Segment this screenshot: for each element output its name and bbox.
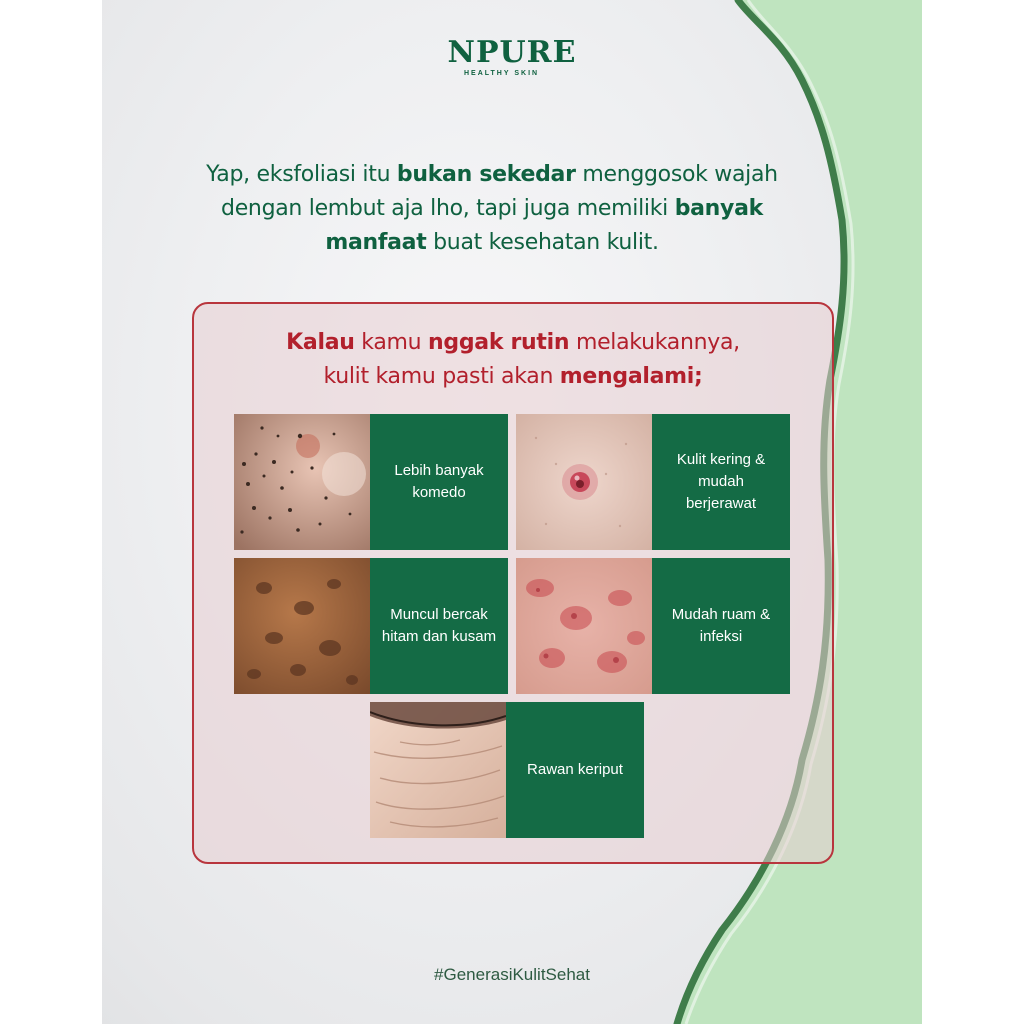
panel-heading-line-1 [194, 326, 832, 360]
brand-name: NPURE [447, 35, 577, 70]
skin-effect-card [370, 702, 644, 838]
panel-heading-line-2-part-1: kulit kamu pasti akan [323, 364, 560, 389]
panel-heading-line-2-part-2: mengalami; [559, 364, 703, 389]
panel-heading-line-1-part-1: Kalau [286, 330, 355, 355]
wrinkle-skin-photo [370, 702, 506, 838]
skin-effect-label: Kulit kering & mudah berjerawat [652, 414, 790, 550]
effects-panel [192, 302, 834, 864]
intro-line-2-part-2: banyak [674, 196, 763, 221]
brand-tagline: HEALTHY SKIN [464, 70, 540, 77]
intro-line-3-part-2: buat kesehatan kulit. [426, 230, 659, 255]
intro-line-1-part-2: bukan sekedar [396, 162, 576, 187]
acne-skin-photo [516, 414, 652, 550]
brand-logo [442, 36, 582, 77]
skin-effect-card [234, 414, 508, 550]
intro-line-3 [162, 226, 822, 260]
intro-line-3-part-1: manfaat [325, 230, 427, 255]
rash-skin-photo [516, 558, 652, 694]
panel-heading-line-1-part-4: melakukannya, [569, 330, 740, 355]
intro-line-1-part-3: menggosok wajah [575, 162, 778, 187]
panel-heading-line-1-part-3: nggak rutin [428, 330, 570, 355]
intro-line-1 [162, 158, 822, 192]
intro-line-1-part-1: Yap, eksfoliasi itu [206, 162, 397, 187]
skin-effect-label: Rawan keriput [506, 702, 644, 838]
skin-effect-card [516, 414, 790, 550]
skin-effect-label: Muncul bercak hitam dan kusam [370, 558, 508, 694]
panel-heading-line-2 [194, 360, 832, 394]
intro-line-2-part-1: dengan lembut aja lho, tapi juga memiliki [221, 196, 675, 221]
skin-effect-label: Lebih banyak komedo [370, 414, 508, 550]
skin-effect-card [234, 558, 508, 694]
intro-line-2 [162, 192, 822, 226]
hashtag: #GenerasiKulitSehat [434, 965, 590, 984]
panel-heading-line-1-part-2: kamu [354, 330, 429, 355]
skin-effect-card [516, 558, 790, 694]
poster [102, 0, 922, 1024]
blackheads-skin-photo [234, 414, 370, 550]
skin-effect-label: Mudah ruam & infeksi [652, 558, 790, 694]
dark-spots-skin-photo [234, 558, 370, 694]
panel-heading [194, 326, 832, 394]
intro-text [162, 158, 822, 260]
